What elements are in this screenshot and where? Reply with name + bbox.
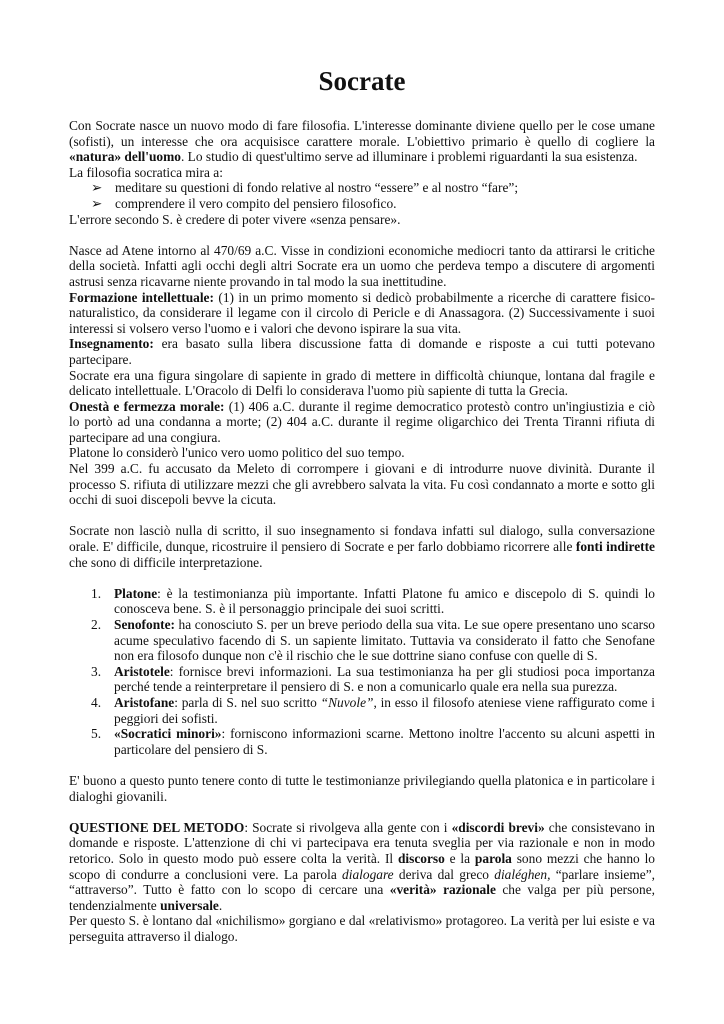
source-label: Platone <box>114 585 158 601</box>
list-item <box>69 664 655 695</box>
source-italic-title: “Nuvole” <box>320 694 374 710</box>
metodo-italic-dialeghen: dialéghen, <box>494 866 551 882</box>
metodo-bold-verita: «verità» razionale <box>389 882 496 898</box>
source-text: ha conosciuto S. per un breve periodo della sua vita. Le sue opere presentano uno scarso acume speculativo facendo di S. un sapiente limitato. Tuttavia va considerato il fatto che Senofane non era filosofo dunque non c'è il rischio che le sue dottrine siano confuse con quelle di S. <box>114 617 655 664</box>
list-item <box>69 586 655 617</box>
list-item <box>91 180 655 196</box>
insegnamento-label: Insegnamento: <box>69 336 154 352</box>
bullet-text: meditare su questioni di fondo relative al nostro “essere” e al nostro “fare”; <box>115 180 519 196</box>
list-number: 4. <box>91 694 102 710</box>
bio-onesta <box>69 399 655 446</box>
metodo-text: . <box>218 897 223 913</box>
source-label: Aristotele <box>114 663 170 679</box>
source-text: : fornisce brevi informazioni. La sua testimonianza ha per gli studiosi poca importanza perché tende a reinterpretare il pensiero di S. e non a comunicarlo quale era nella sua purezza. <box>114 663 655 695</box>
source-label: «Socratici minori» <box>114 726 222 742</box>
metodo-italic-dialogare: dialogare <box>342 866 394 882</box>
source-text: : parla di S. nel suo scritto <box>174 694 321 710</box>
list-item <box>69 695 655 726</box>
bio-platone: Platone lo considerò l'unico vero uomo politico del suo tempo. <box>69 445 405 461</box>
metodo-text: sono mezzi che hanno lo scopo di condurre a conclusioni vere. La parola <box>69 850 655 882</box>
metodo-conclusion: Per questo S. è lontano dal «nichilismo» gorgiano e dal «relativismo» protagoreo. La verità per lui esiste e va perseguita attraverso il dialogo. <box>69 913 655 944</box>
list-number: 2. <box>91 617 102 632</box>
intro-bullet-list <box>69 180 655 211</box>
onesta-text: (1) 406 a.C. durante il regime democratico protestò contro un'ingiustizia e ciò lo portò ad una condanna a morte; (2) 404 a.C. durante il regime oligarchico dei Trenta Tiranni rifiuta di partecipare ad una congiura. <box>69 398 655 445</box>
metodo-text: “parlare insieme”, “attraverso”. Tutto è fatto con lo scopo di cercare una <box>69 866 656 898</box>
list-item <box>91 196 655 212</box>
metodo-text: : Socrate si rivolgeva alla gente con i <box>244 819 452 835</box>
metodo-text: che consistevano in domande e risposte. L'attenzione di chi vi partecipava era tenuta sveglia per via razionale e non in modo retorico. Solo in questo modo può essere colta la verità. Il <box>69 819 656 866</box>
fonti-paragraph <box>69 523 655 570</box>
fonti-text-b: che sono di difficile interpretazione. <box>69 554 263 570</box>
metodo-bold-universale: universale <box>160 897 219 913</box>
bio-insegnamento <box>69 336 655 367</box>
source-text: : è la testimonianza più importante. Infatti Platone fu amico e discepolo di S. quindi lo conosceva bene. S. è il personaggio principale dei suoi scritti. <box>114 585 655 617</box>
metodo-label: QUESTIONE DEL METODO <box>69 819 245 835</box>
metodo-bold-parola: parola <box>474 850 512 866</box>
list-number: 5. <box>91 726 102 742</box>
list-item <box>69 726 655 757</box>
source-label: Senofonte: <box>114 617 175 632</box>
formazione-text: (1) in un primo momento si dedicò probabilmente a ricerche di carattere fisico-naturalistico, da considerare il legame con il circolo di Pericle e di Anassagora. (2) Successivamente i suoi interessi si volsero verso l'uomo e i valori che devono ispirare la sua vita. <box>69 289 655 336</box>
source-text-tail: , in esso il filosofo ateniese viene raffigurato come i peggiori dei sofisti. <box>114 694 655 726</box>
fonti-conclusion: E' buono a questo punto tenere conto di tutte le testimonianze privilegiando quella platonica e in particolare i dialoghi giovanili. <box>69 772 655 804</box>
list-number: 3. <box>91 663 102 679</box>
metodo-text: e la <box>444 850 475 866</box>
source-label: Aristofane <box>114 694 175 710</box>
intro-mira: La filosofia socratica mira a: <box>69 164 223 180</box>
bio-formazione <box>69 290 655 337</box>
formazione-label: Formazione intellettuale: <box>69 289 214 305</box>
page-title: Socrate <box>318 66 406 96</box>
source-text: : forniscono informazioni scarne. Mettono inoltre l'accento su alcuni aspetti in particolare del pensiero di S. <box>114 726 655 757</box>
metodo-text: che valga per più persone, tendenzialmente <box>69 882 655 913</box>
intro-text-a: Con Socrate nasce un nuovo modo di fare filosofia. L'interesse dominante diviene quello per le cose umane (sofisti), un interesse che ora acquisisce carattere morale. L'obiettivo primario è quello di cogliere la <box>69 118 655 149</box>
fonti-list <box>69 586 655 758</box>
fonti-bold: fonti indirette <box>575 539 655 555</box>
intro-paragraph <box>69 118 655 165</box>
metodo-paragraph <box>69 820 655 914</box>
intro-bold-natura: «natura» dell'uomo <box>69 149 181 165</box>
arrow-bullet-icon: ➢ <box>91 195 103 211</box>
list-item <box>69 617 655 664</box>
bullet-text: comprendere il vero compito del pensiero filosofico. <box>115 195 397 211</box>
fonti-text-a: Socrate non lasciò nulla di scritto, il suo insegnamento si fondava infatti sul dialogo, sulla conversazione orale. E' difficile, dunque, ricostruire il pensiero di Socrate e per farlo dobbiamo ricorrere alle <box>69 523 655 555</box>
bio-figura: Socrate era una figura singolare di sapiente in grado di mettere in difficoltà chiunque, lontana dal fragile e delicato intellettuale. L'Oracolo di Delfi lo considerava l'uomo più sapiente di tutta la Grecia. <box>69 367 655 399</box>
metodo-text: deriva dal greco <box>393 866 495 882</box>
onesta-label: Onestà e fermezza morale: <box>69 398 225 414</box>
bio-paragraph: Nasce ad Atene intorno al 470/69 a.C. Visse in condizioni economiche mediocri tanto da attirarsi le critiche della società. Infatti agli occhi degli altri Socrate era un uomo che perdeva tempo a discutere di argomenti astrusi senza ricavarne niente provando in tal modo la sua inettitudine. <box>69 242 655 289</box>
bio-processo: Nel 399 a.C. fu accusato da Meleto di corrompere i giovani e di introdurre nuove divinità. Durante il processo S. rifiuta di utilizzare mezzi che gli avrebbero salvata la vita. Fu così condannato a morte e sotto gli occhi di suoi discepoli bevve la cicuta. <box>69 461 655 508</box>
arrow-bullet-icon: ➢ <box>91 180 103 196</box>
metodo-bold-discordi: «discordi brevi» <box>451 819 545 835</box>
list-number: 1. <box>91 585 102 601</box>
intro-errore: L'errore secondo S. è credere di poter vivere «senza pensare». <box>69 211 401 227</box>
metodo-bold-discorso: discorso <box>397 850 445 866</box>
intro-text-b: . Lo studio di quest'ultimo serve ad illuminare i problemi riguardanti la sua esistenza. <box>180 149 638 165</box>
insegnamento-text: era basato sulla libera discussione fatta di domande e risposte a cui tutti potevano partecipare. <box>69 336 655 367</box>
